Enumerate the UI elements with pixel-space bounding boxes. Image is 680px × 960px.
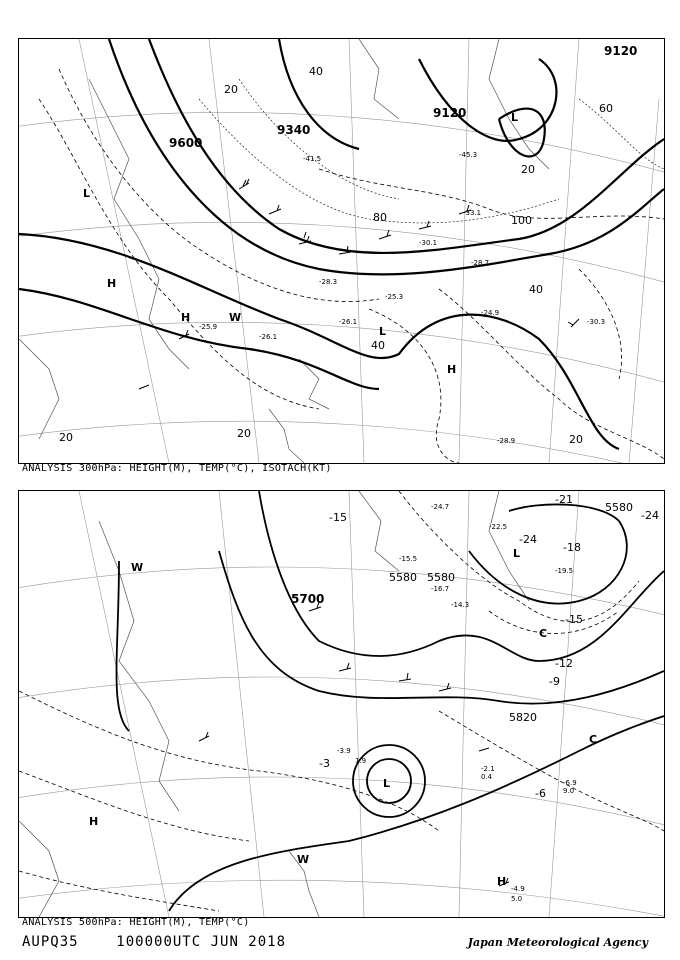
isotherm-label: -15 xyxy=(329,511,347,524)
cold-center: C xyxy=(589,733,598,746)
isotherm-label: -3 xyxy=(319,757,330,770)
isotherm-label: -24 xyxy=(641,509,659,522)
isotherm-label: -12 xyxy=(555,657,573,670)
height-label: 5580 xyxy=(389,571,417,584)
isotach-label: 40 xyxy=(309,65,323,78)
product-code: AUPQ35 xyxy=(22,934,79,950)
isotherm-label: -18 xyxy=(563,541,581,554)
temp-obs: -22.5 xyxy=(489,523,508,531)
height-contours xyxy=(117,491,665,911)
temp-obs: -4.9 xyxy=(511,885,525,893)
height-label: 5700 xyxy=(291,592,325,606)
low-center: L xyxy=(513,547,521,560)
isotach-label: 20 xyxy=(237,427,251,440)
temp-obs: -14.3 xyxy=(451,601,470,609)
low-center: L xyxy=(383,777,391,790)
isotachs xyxy=(199,79,664,223)
warm-center: W xyxy=(297,853,310,866)
isotherm-label: -15 xyxy=(565,613,583,626)
temp-obs: -41.5 xyxy=(303,155,322,163)
high-center: H xyxy=(107,277,117,290)
temp-obs: -45.3 xyxy=(459,151,478,159)
product-footer xyxy=(22,934,286,950)
isotach-label: 40 xyxy=(371,339,385,352)
temp-obs: -26.1 xyxy=(259,333,278,341)
isotach-label: 60 xyxy=(599,102,613,115)
warm-center: W xyxy=(229,311,242,324)
low-center: L xyxy=(511,111,519,124)
high-center: H xyxy=(497,875,507,888)
valid-time: 100000UTC JUN 2018 xyxy=(116,934,287,950)
height-label: 9340 xyxy=(277,123,311,137)
temp-obs: -16.7 xyxy=(431,585,450,593)
isotach-label: 20 xyxy=(569,433,583,446)
height-contours xyxy=(19,39,664,449)
caption-500hpa: ANALYSIS 500hPa: HEIGHT(M), TEMP(°C) xyxy=(22,917,250,928)
chart-300hpa xyxy=(18,38,665,464)
height-label: 9120 xyxy=(604,44,638,58)
agency-name: Japan Meteorological Agency xyxy=(467,936,648,949)
isotherms xyxy=(39,69,664,463)
isotach-label: 80 xyxy=(373,211,387,224)
temp-obs: -30.1 xyxy=(419,239,438,247)
temp-obs: -30.3 xyxy=(587,318,606,326)
temp-obs: -28.3 xyxy=(319,278,338,286)
temp-obs: -2.1 xyxy=(481,765,495,773)
labels-300 xyxy=(59,44,637,446)
temp-obs: -24.9 xyxy=(481,309,500,317)
isotach-label: 20 xyxy=(224,83,238,96)
high-center: H xyxy=(181,311,191,324)
temp-obs: 9.0 xyxy=(563,787,575,795)
isotherm-label: -21 xyxy=(555,493,573,506)
temp-obs: 0.4 xyxy=(481,773,493,781)
height-label: 5580 xyxy=(605,501,633,514)
isotherm-label: -24 xyxy=(519,533,537,546)
low-center: L xyxy=(379,325,387,338)
temp-obs: -25.3 xyxy=(385,293,404,301)
map-500hpa xyxy=(19,491,664,917)
temp-obs: -15.5 xyxy=(399,555,418,563)
height-label: 5820 xyxy=(509,711,537,724)
temp-obs: -6.9 xyxy=(563,779,577,787)
isotach-label: 20 xyxy=(521,163,535,176)
chart-500hpa xyxy=(18,490,665,918)
graticule xyxy=(19,491,664,917)
temp-obs: -28.9 xyxy=(497,437,516,445)
isotherm-label: -9 xyxy=(549,675,560,688)
low-center: L xyxy=(83,187,91,200)
isotherm-label: -6 xyxy=(535,787,546,800)
height-label: 5580 xyxy=(427,571,455,584)
map-300hpa xyxy=(19,39,664,463)
temp-obs: 5.0 xyxy=(511,895,523,903)
temp-obs: -28.7 xyxy=(471,259,490,267)
caption-300hpa: ANALYSIS 300hPa: HEIGHT(M), TEMP(°C), ISOTACH(KT) xyxy=(22,463,332,474)
high-center: H xyxy=(89,815,99,828)
isotach-label: 100 xyxy=(511,214,532,227)
temp-obs: 1.9 xyxy=(355,757,367,765)
temp-obs-300 xyxy=(199,151,605,445)
isotach-label: 40 xyxy=(529,283,543,296)
labels-500 xyxy=(89,493,659,888)
warm-center: W xyxy=(131,561,144,574)
isotach-label: 20 xyxy=(59,431,73,444)
high-center: H xyxy=(447,363,457,376)
temp-obs: -24.7 xyxy=(431,503,450,511)
height-label: 9600 xyxy=(169,136,203,150)
temp-obs: -33.1 xyxy=(463,209,482,217)
temp-obs: -25.9 xyxy=(199,323,218,331)
height-label: 9120 xyxy=(433,106,467,120)
temp-obs: -19.5 xyxy=(555,567,574,575)
cold-center: C xyxy=(539,627,548,640)
temp-obs: -26.1 xyxy=(339,318,358,326)
temp-obs: -3.9 xyxy=(337,747,351,755)
